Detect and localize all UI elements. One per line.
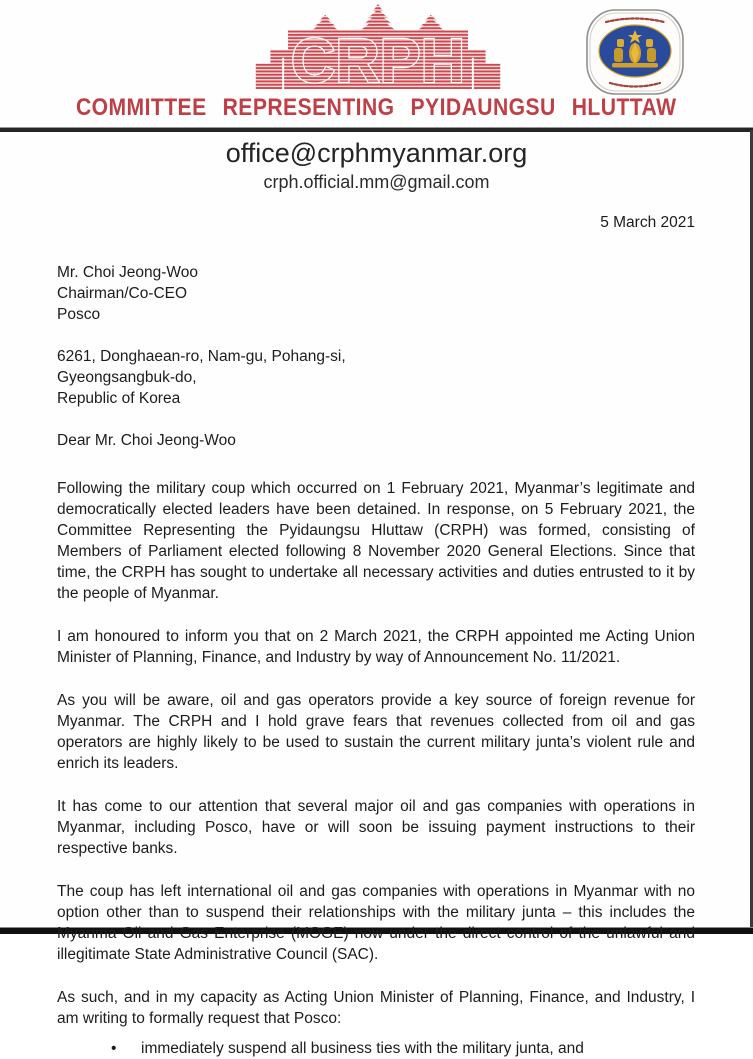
- recipient-title: Chairman/Co-CEO: [57, 285, 188, 302]
- letter-body: [57, 212, 695, 1059]
- paragraph-3: As you will be aware, oil and gas operators provide a key source of foreign revenue for Myanmar. The CRPH and I hold grave fears that revenues collected from oil and gas operators are highly likely to be used to sustain the current military junta’s violent rule and enrich its leaders.: [57, 692, 695, 772]
- letter-date: 5 March 2021: [600, 214, 695, 231]
- header-divider-line: [0, 127, 753, 132]
- recipient-address: [57, 346, 695, 409]
- address-line: 6261, Donghaean-ro, Nam-gu, Pohang-si,: [57, 348, 346, 365]
- recipient-company: Posco: [57, 306, 101, 323]
- crph-logo: [253, 4, 503, 92]
- bullet-text: immediately suspend all business ties with the military junta, and: [141, 1040, 584, 1057]
- crph-logo-text: CRPH: [290, 26, 466, 92]
- paragraph-4: It has come to our attention that several major oil and gas companies with operations in Myanmar, including Posco, have or will soon be issuing payment instructions to their respective banks.: [57, 798, 695, 857]
- bullet-glyph: •: [111, 1040, 117, 1057]
- recipient-block: [57, 262, 695, 325]
- email-secondary: crph.official.mm@gmail.com: [263, 172, 490, 192]
- paragraph-5: The coup has left international oil and gas companies with operations in Myanmar with no option other than to suspend their relationships with the military junta – this includes the Myanma Oil and Gas Enterprise (MOGE) now under the direct control of the unlawful and illegitimate State Administrative Council (SAC).: [57, 883, 695, 963]
- address-line: Gyeongsangbuk-do,: [57, 369, 197, 386]
- bullet-item: [57, 1038, 695, 1059]
- address-line: Republic of Korea: [57, 390, 181, 407]
- email-primary: office@crphmyanmar.org: [225, 138, 528, 168]
- paragraph-1: Following the military coup which occurred on 1 February 2021, Myanmar’s legitimate and democratically elected leaders have been detained. In response, on 5 February 2021, the Committee Representing the Pyidaungsu Hluttaw (CRPH) was formed, consisting of Members of Parliament elected following 8 November 2020 General Elections. Since that time, the CRPH has sought to undertake all necessary activities and duties entrusted to it by the people of Myanmar.: [57, 480, 695, 602]
- contact-block: [0, 136, 753, 194]
- paragraph-2: I am honoured to inform you that on 2 March 2021, the CRPH appointed me Acting Union Minister of Planning, Finance, and Industry by way of Announcement No. 11/2021.: [57, 628, 695, 666]
- myanmar-state-seal-icon: [584, 8, 686, 96]
- org-name-title: COMMITTEE REPRESENTING PYIDAUNGSU HLUTTAW: [76, 94, 677, 121]
- paragraph-6: As such, and in my capacity as Acting Union Minister of Planning, Finance, and Industry, I am writing to formally request that Posco:: [57, 989, 695, 1027]
- letterhead: [0, 0, 753, 128]
- hluttaw-building-icon: [253, 4, 503, 92]
- recipient-name: Mr. Choi Jeong-Woo: [57, 264, 198, 281]
- salutation: Dear Mr. Choi Jeong-Woo: [57, 432, 236, 449]
